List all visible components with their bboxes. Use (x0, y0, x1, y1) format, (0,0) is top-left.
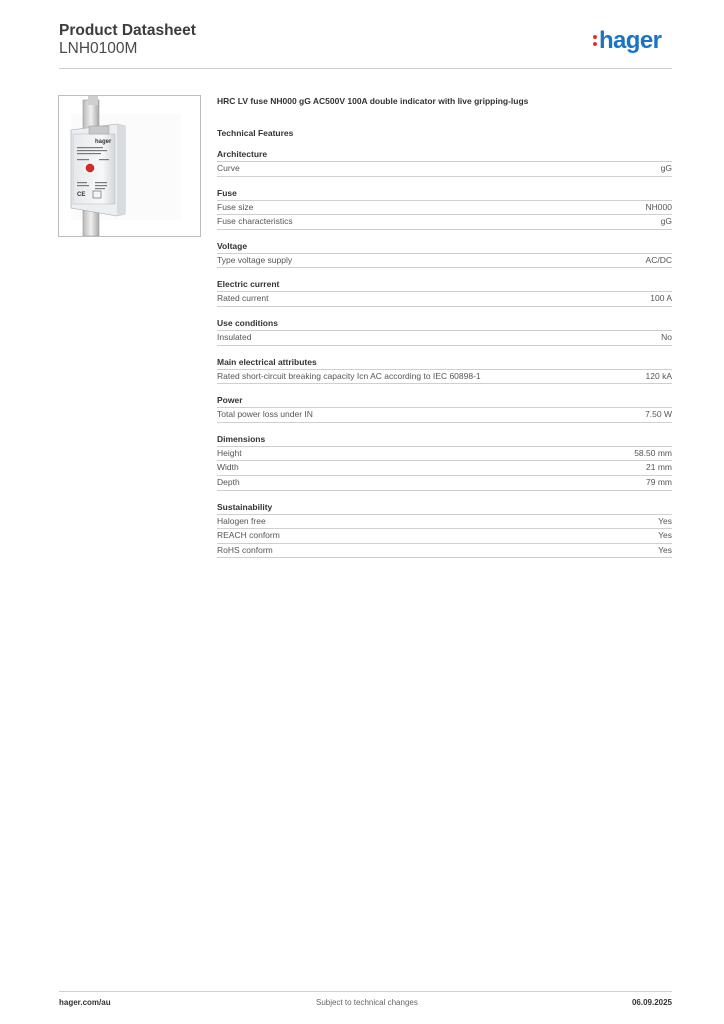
section-sustainability (217, 501, 672, 559)
section-main-electrical-attributes (217, 356, 672, 385)
header-divider (59, 68, 672, 69)
spec-label: Type voltage supply (217, 254, 293, 265)
spec-label: RoHS conform (217, 544, 273, 555)
spec-row (217, 461, 672, 476)
spec-row (217, 215, 672, 230)
spec-value: 100 A (650, 293, 672, 304)
product-description: HRC LV fuse NH000 gG AC500V 100A double indicator with live gripping-lugs (217, 96, 529, 106)
spec-row (217, 476, 672, 491)
logo-text: hager (599, 27, 662, 54)
spec-label: Fuse size (217, 201, 254, 212)
spec-value: 21 mm (646, 462, 672, 473)
spec-value: No (661, 331, 672, 342)
section-voltage (217, 240, 672, 269)
page-title: Product Datasheet (59, 22, 196, 39)
spec-row (217, 254, 672, 269)
product-code: LNH0100M (59, 40, 138, 57)
spec-value: 7.50 W (645, 409, 672, 420)
spec-row (217, 529, 672, 544)
specifications (217, 95, 672, 568)
section-title: Architecture (217, 148, 672, 162)
header (59, 22, 196, 58)
spec-row (217, 162, 672, 177)
spec-value: 58.50 mm (634, 447, 672, 458)
spec-label: Rated short-circuit breaking capacity Icn AC according to IEC 60898-1 (217, 370, 481, 381)
spec-value: Yes (658, 515, 672, 526)
section-title: Electric current (217, 278, 672, 292)
section-title: Main electrical attributes (217, 356, 672, 370)
spec-row (217, 370, 672, 385)
footer-note: Subject to technical changes (316, 998, 418, 1007)
spec-label: Curve (217, 163, 240, 173)
spec-row (217, 447, 672, 462)
spec-row (217, 515, 672, 530)
footer-divider (59, 991, 672, 992)
spec-value: Yes (658, 544, 672, 555)
section-architecture (217, 148, 672, 177)
fuse-illustration (59, 96, 200, 236)
spec-label: REACH conform (217, 530, 280, 541)
footer-website-link[interactable]: hager.com/au (59, 998, 111, 1007)
section-title: Voltage (217, 240, 672, 254)
section-title: Fuse (217, 187, 672, 201)
spec-label: Depth (217, 476, 240, 487)
spec-label: Insulated (217, 331, 252, 342)
spec-row (217, 292, 672, 307)
spec-row (217, 331, 672, 346)
spec-value: 120 kA (645, 370, 672, 381)
section-electric-current (217, 278, 672, 307)
spec-label: Total power loss under IN (217, 409, 313, 420)
section-dimensions (217, 433, 672, 491)
product-image (58, 95, 201, 237)
spec-row (217, 201, 672, 216)
section-power (217, 394, 672, 423)
features-heading: Technical Features (217, 128, 294, 138)
spec-label: Rated current (217, 293, 269, 304)
section-title: Sustainability (217, 501, 672, 515)
spec-value: AC/DC (645, 254, 672, 265)
spec-value: 79 mm (646, 476, 672, 487)
spec-label: Fuse characteristics (217, 216, 293, 227)
spec-label: Width (217, 462, 239, 473)
spec-label: Halogen free (217, 515, 266, 526)
logo-dots-icon (593, 33, 598, 47)
section-title: Power (217, 394, 672, 408)
fuse-brand-label: hager (95, 139, 112, 145)
spec-value: gG (660, 216, 672, 227)
spec-value: gG (660, 163, 672, 173)
spec-value: NH000 (645, 201, 672, 212)
spec-value: Yes (658, 530, 672, 541)
footer-date: 06.09.2025 (631, 998, 672, 1007)
spec-label: Height (217, 447, 242, 458)
svg-text:CE: CE (77, 192, 86, 198)
section-fuse (217, 187, 672, 230)
hager-logo (593, 28, 661, 54)
spec-row (217, 544, 672, 559)
section-use-conditions (217, 317, 672, 346)
section-title: Use conditions (217, 317, 672, 331)
spec-row (217, 408, 672, 423)
indicator-icon (86, 164, 94, 172)
section-title: Dimensions (217, 433, 672, 447)
